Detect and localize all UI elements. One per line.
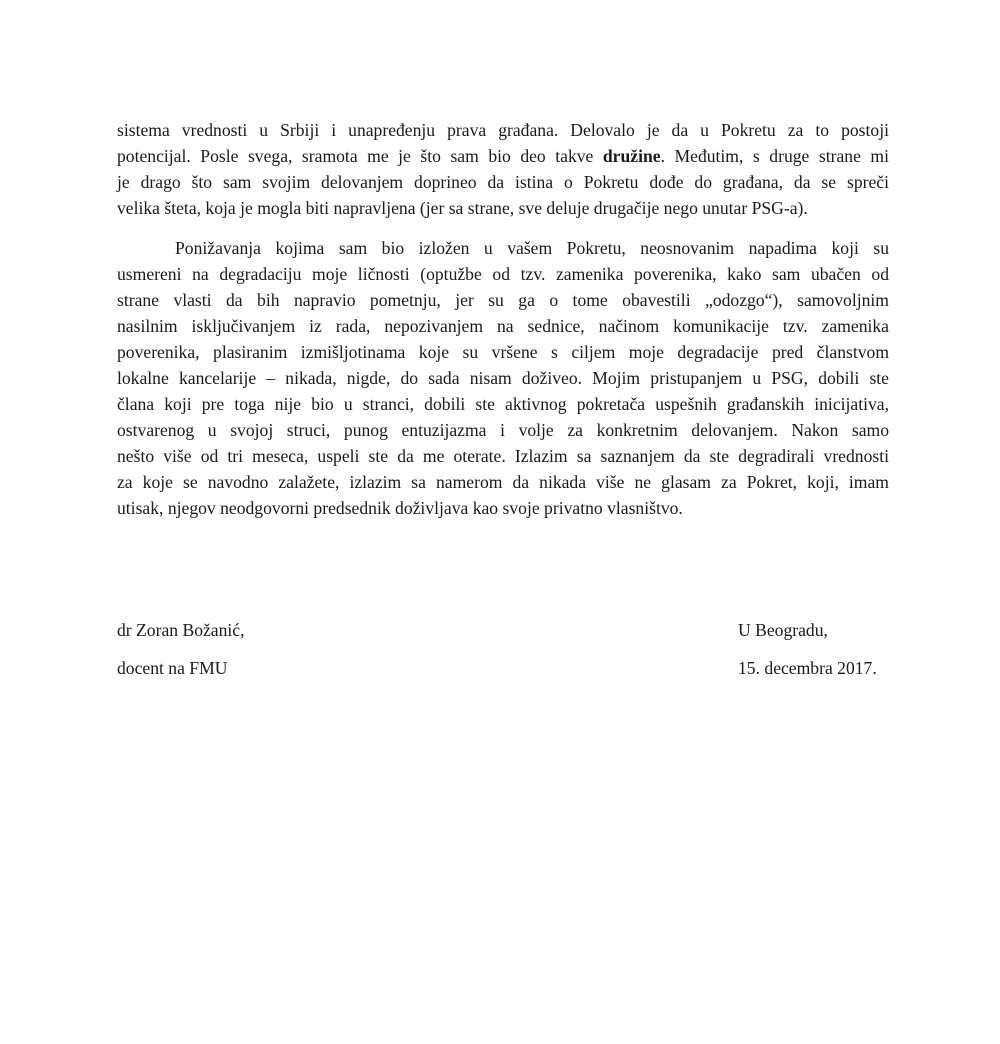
paragraph-2-line-7: člana koji pre toga nije bio u stranci, dobili ste aktivnog pokretača uspešnih građanskih inicijativa, bbox=[117, 394, 889, 414]
paragraph-2-line-8: ostvarenog u svojoj struci, punog entuzijazma i volje za konkretnim delovanjem. Nakon samo bbox=[117, 420, 889, 440]
paragraph-2-line-10: za koje se navodno zalažete, izlazim sa namerom da nikada više ne glasam za Pokret, koji, imam bbox=[117, 472, 889, 492]
paragraph-2-line-6: lokalne kancelarije – nikada, nigde, do sada nisam doživeo. Mojim pristupanjem u PSG, dobili ste bbox=[117, 368, 889, 388]
paragraph-2-line-3: strane vlasti da bih napravio pometnju, jer su ga o tome obavestili „odozgo“), samovoljnim bbox=[117, 290, 889, 310]
paragraph-1-line-2 bbox=[117, 143, 889, 169]
paragraph-1-line-4: velika šteta, koja je mogla biti napravljena (jer sa strane, sve deluje drugačije nego unutar PSG-a). bbox=[117, 198, 808, 218]
paragraph-2-line-9: nešto više od tri meseca, uspeli ste da me oterate. Izlazim sa saznanjem da ste degradirali vrednosti bbox=[117, 446, 889, 466]
paragraph-2 bbox=[117, 235, 889, 521]
paragraph-2-line-11: utisak, njegov neodgovorni predsednik doživljava kao svoje privatno vlasništvo. bbox=[117, 498, 683, 518]
signature-title: docent na FMU bbox=[117, 658, 228, 678]
signature-name: dr Zoran Božanić, bbox=[117, 620, 245, 640]
bold-word-druzine: družine bbox=[602, 146, 661, 166]
paragraph-2-line-1: Ponižavanja kojima sam bio izložen u vašem Pokretu, neosnovanim napadima koji su bbox=[175, 238, 889, 258]
paragraph-1 bbox=[117, 117, 889, 221]
signature-place: U Beogradu, bbox=[738, 620, 828, 640]
paragraph-1-line-3: je drago što sam svojim delovanjem doprineo da istina o Pokretu dođe do građana, da se spreči bbox=[117, 172, 889, 192]
paragraph-1-line-2-tail: . Međutim, s druge strane mi bbox=[660, 146, 889, 166]
paragraph-1-line-2-text: potencijal. Posle svega, sramota me je što sam bio deo takve bbox=[117, 146, 603, 166]
paragraph-1-line-1: sistema vrednosti u Srbiji i unapređenju prava građana. Delovalo je da u Pokretu za to postoji bbox=[117, 120, 889, 140]
signature-date: 15. decembra 2017. bbox=[738, 658, 877, 678]
paragraph-2-line-4: nasilnim isključivanjem iz rada, nepozivanjem na sednice, načinom komunikacije tzv. zamenika bbox=[117, 316, 889, 336]
paragraph-2-line-2: usmereni na degradaciju moje ličnosti (optužbe od tzv. zamenika poverenika, kako sam ubačen od bbox=[117, 264, 889, 284]
paragraph-2-line-5: poverenika, plasiranim izmišljotinama koje su vršene s ciljem moje degradacije pred članstvom bbox=[117, 342, 889, 362]
